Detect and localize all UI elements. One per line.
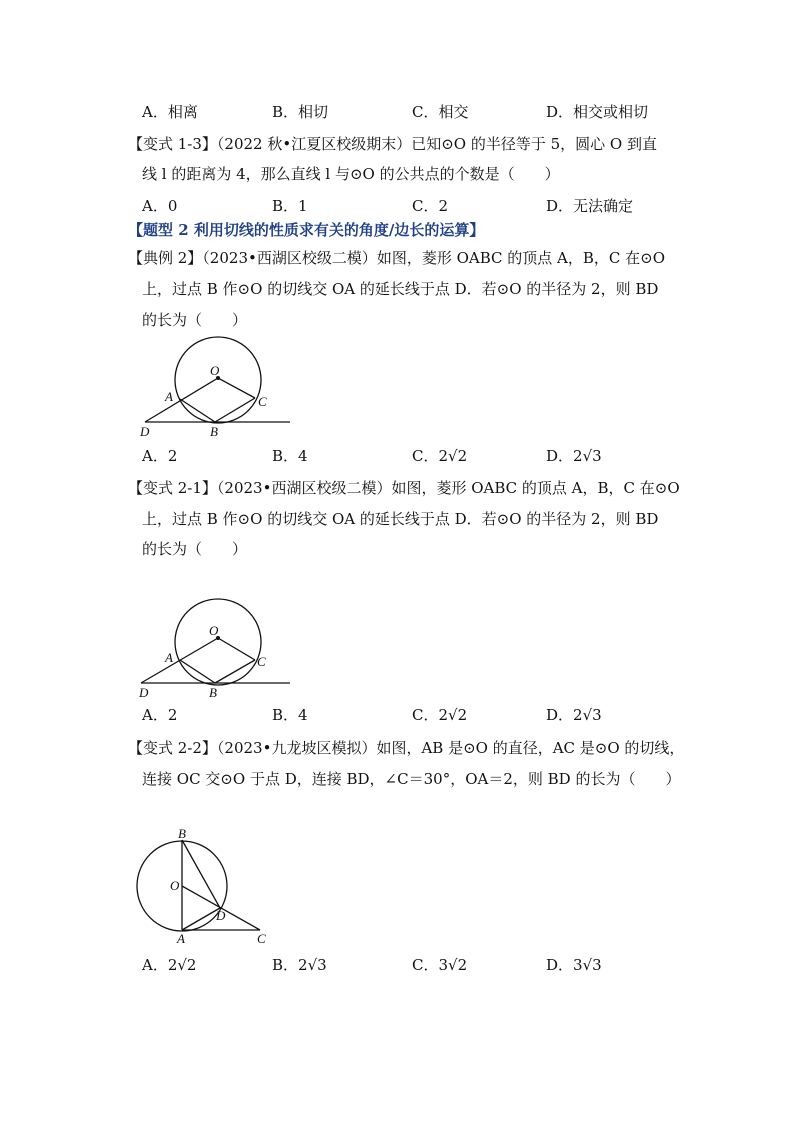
question-text: 线 l 的距离为 4，那么直线 l 与⊙O 的公共点的个数是（ ） bbox=[142, 165, 560, 183]
option-b: B．2√3 bbox=[272, 956, 327, 974]
option-b: B．相切 bbox=[272, 103, 329, 121]
question-text: 【典例 2】（2023•西湖区校级二模）如图，菱形 OABC 的顶点 A，B，C 在⊙O bbox=[128, 249, 666, 267]
option-b: B．1 bbox=[272, 197, 308, 215]
label-b: B bbox=[210, 424, 218, 439]
option-b: B．4 bbox=[272, 447, 308, 465]
label-a: A bbox=[177, 931, 185, 946]
option-d: D．3√3 bbox=[546, 956, 602, 974]
option-a: A．相离 bbox=[142, 103, 198, 121]
option-a: A．2 bbox=[142, 706, 178, 724]
section-heading: 【题型 2 利用切线的性质求有关的角度/边长的运算】 bbox=[128, 221, 485, 239]
label-o: O bbox=[210, 363, 220, 378]
label-a: A bbox=[165, 389, 173, 404]
question-text: 【变式 1-3】（2022 秋•江夏区校级期末）已知⊙O 的半径等于 5，圆心 O 到直 bbox=[128, 135, 657, 153]
option-a: A．2 bbox=[142, 447, 178, 465]
diameter-tangent-figure bbox=[130, 822, 280, 947]
question-text: 【变式 2-2】（2023•九龙坡区模拟）如图，AB 是⊙O 的直径，AC 是⊙O 的切线， bbox=[128, 739, 685, 757]
label-c: C bbox=[258, 394, 267, 409]
option-d: D．2√3 bbox=[546, 706, 602, 724]
question-text: 的长为（ ） bbox=[142, 311, 248, 329]
rhombus-figure-1 bbox=[135, 330, 295, 440]
option-b: B．4 bbox=[272, 706, 308, 724]
option-c: C．相交 bbox=[412, 103, 469, 121]
option-c: C．3√2 bbox=[412, 956, 468, 974]
option-d: D．2√3 bbox=[546, 447, 602, 465]
option-d: D．相交或相切 bbox=[546, 103, 649, 121]
option-c: C．2√2 bbox=[412, 706, 468, 724]
label-o: O bbox=[209, 623, 219, 638]
question-text: 的长为（ ） bbox=[142, 540, 248, 558]
question-text: 上，过点 B 作⊙O 的切线交 OA 的延长线于点 D．若⊙O 的半径为 2，则 BD bbox=[142, 280, 659, 298]
option-c: C．2√2 bbox=[412, 447, 468, 465]
label-d: D bbox=[139, 685, 149, 700]
question-text: 【变式 2-1】（2023•西湖区校级二模）如图，菱形 OABC 的顶点 A，B，C 在⊙O bbox=[128, 479, 680, 497]
label-a: A bbox=[165, 650, 173, 665]
question-text: 连接 OC 交⊙O 于点 D，连接 BD，∠C＝30°，OA＝2，则 BD 的长为（ ） bbox=[142, 770, 681, 788]
label-d: D bbox=[216, 908, 226, 923]
option-c: C．2 bbox=[412, 197, 449, 215]
option-d: D．无法确定 bbox=[546, 197, 634, 215]
option-a: A．0 bbox=[142, 197, 178, 215]
label-o: O bbox=[170, 878, 180, 893]
rhombus-figure-2 bbox=[135, 590, 295, 702]
label-b: B bbox=[209, 685, 217, 700]
option-a: A．2√2 bbox=[142, 956, 197, 974]
label-c: C bbox=[257, 931, 266, 946]
label-b: B bbox=[178, 826, 186, 841]
question-text: 上，过点 B 作⊙O 的切线交 OA 的延长线于点 D．若⊙O 的半径为 2，则 BD bbox=[142, 510, 659, 528]
label-d: D bbox=[140, 424, 150, 439]
label-c: C bbox=[257, 654, 266, 669]
